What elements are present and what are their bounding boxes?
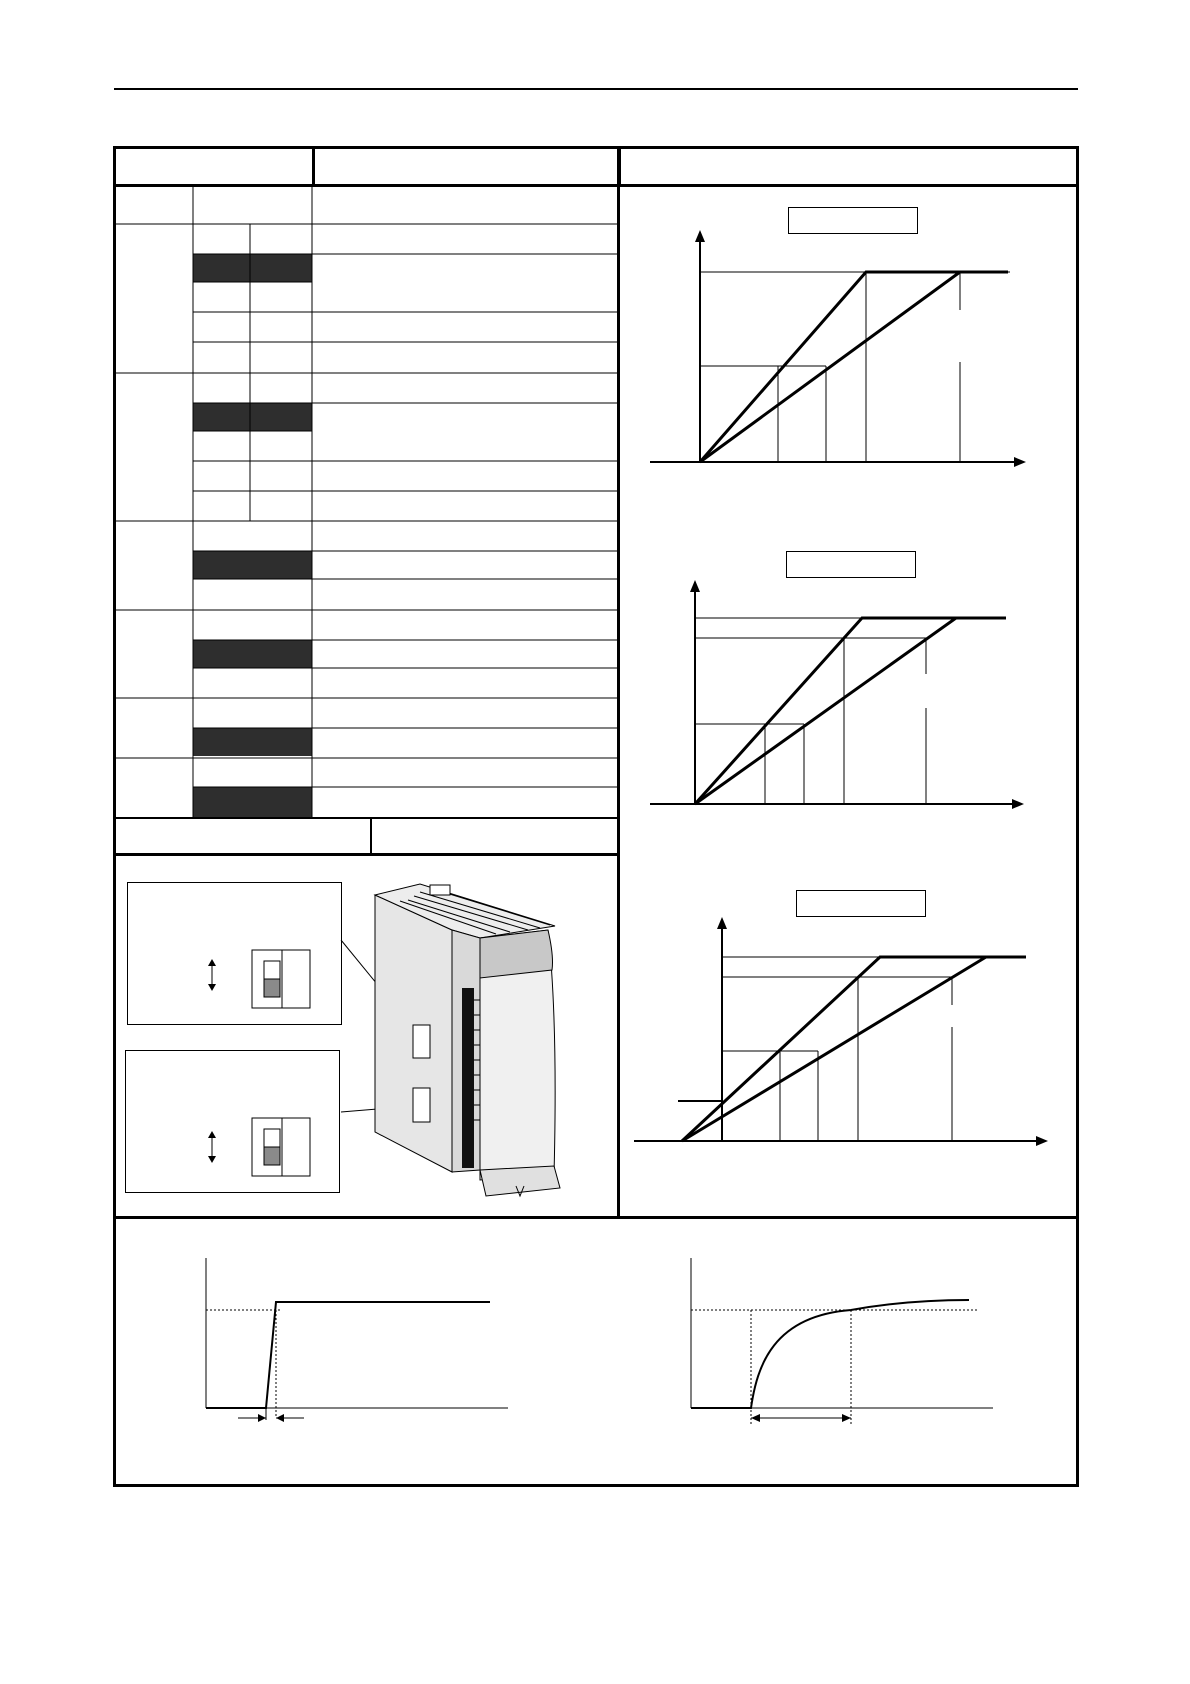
bottom-section-rule xyxy=(113,1216,1079,1219)
switch-panel-2 xyxy=(125,1050,340,1193)
time-constant-arrow-icon xyxy=(751,1414,851,1422)
response-graph-exponential xyxy=(685,1258,1005,1438)
subheading-divider xyxy=(370,817,372,855)
module-illustration xyxy=(330,870,600,1210)
switch-window-2 xyxy=(413,1088,430,1122)
response-graph-step xyxy=(200,1258,520,1438)
dark-cell-a2 xyxy=(250,254,312,282)
dark-cell-a1 xyxy=(193,254,250,282)
graph-3-title-box xyxy=(796,890,926,917)
settings-table-grid xyxy=(116,187,618,817)
dip-switch-icon[interactable] xyxy=(252,950,310,1008)
dip-switch-icon[interactable] xyxy=(252,1118,310,1176)
dark-cell-b2 xyxy=(250,403,312,431)
up-down-arrow-icon xyxy=(208,1131,216,1163)
terminal-strip xyxy=(462,988,474,1168)
interval-arrow-icon xyxy=(238,1414,304,1422)
graph-2-title-box xyxy=(786,551,916,578)
cover-label-area xyxy=(480,930,553,978)
graph-1 xyxy=(650,230,1030,480)
module-base xyxy=(480,1166,560,1196)
dark-cell-f xyxy=(193,787,312,817)
up-down-arrow-icon xyxy=(208,959,216,991)
graph-3 xyxy=(634,915,1054,1160)
dark-cell-c xyxy=(193,551,312,579)
subheading-bottom-rule xyxy=(113,853,618,856)
settings-table xyxy=(116,187,618,817)
module-latch xyxy=(430,885,450,895)
heading-right-box xyxy=(618,146,1079,187)
dark-cell-e xyxy=(193,728,312,756)
switch-window-1 xyxy=(413,1025,430,1058)
dark-cell-d xyxy=(193,640,312,668)
header-rule xyxy=(114,88,1078,90)
switch-panel-1 xyxy=(127,882,342,1025)
heading-left-box xyxy=(113,146,315,187)
table-bottom-rule xyxy=(113,817,618,819)
graph-2 xyxy=(650,578,1030,818)
dark-cell-b1 xyxy=(193,403,250,431)
